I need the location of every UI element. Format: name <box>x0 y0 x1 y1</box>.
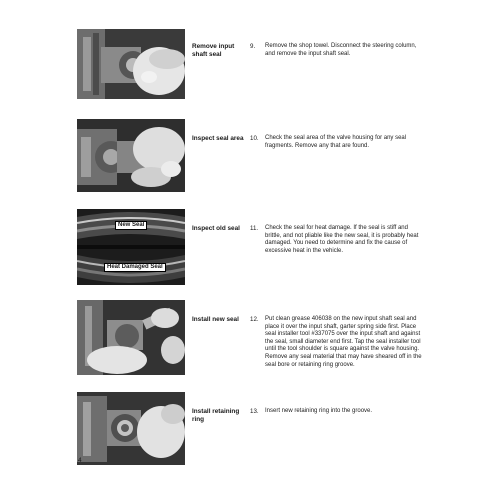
step-heading: Inspect seal area <box>192 135 244 142</box>
step-heading: Install new seal <box>192 316 239 323</box>
step-text: Check the seal area of the valve housing for any seal fragments. Remove any that are found. <box>265 135 407 149</box>
step-text: Check the seal for heat damage. If the seal is stiff and brittle, and not pliable like the new seal, it is probably heat damaged. You need to determine and fix the cause of excessive heat in the vehicle. <box>265 225 419 254</box>
step-text: Put clean grease 406038 on the new input shaft seal and place it over the input shaft, garter spring side first. Place seal installer tool #337075 over the input shaft and against the seal, small diameter end first. Tap the seal installer tool until the tool shoulder is square against the valve housing. Remove any seal material that may have sheared off in the seal bore or retaining ring groove. <box>265 316 422 368</box>
heat-damaged-seal-label: Heat Damaged Seal <box>104 263 166 272</box>
photo-install-new-seal <box>77 300 185 375</box>
step-number: 12. <box>250 316 259 323</box>
step-text: Insert new retaining ring into the groove. <box>265 408 373 414</box>
step-heading: Install retaining ring <box>192 408 240 423</box>
step-number: 10. <box>250 135 259 142</box>
photo-install-retaining-ring <box>77 392 185 465</box>
photo-remove-input-shaft-seal <box>77 29 185 99</box>
step-heading: Inspect old seal <box>192 225 240 232</box>
step-text: Remove the shop towel. Disconnect the steering column, and remove the input shaft seal. <box>265 43 417 57</box>
step-number: 13. <box>250 408 259 415</box>
step-heading: Remove input shaft seal <box>192 43 235 58</box>
photo-inspect-seal-area <box>77 119 185 192</box>
page-number: 4 <box>78 457 82 464</box>
step-number: 9. <box>250 43 256 50</box>
step-number: 11. <box>250 225 259 232</box>
new-seal-label: New Seal <box>115 221 147 230</box>
